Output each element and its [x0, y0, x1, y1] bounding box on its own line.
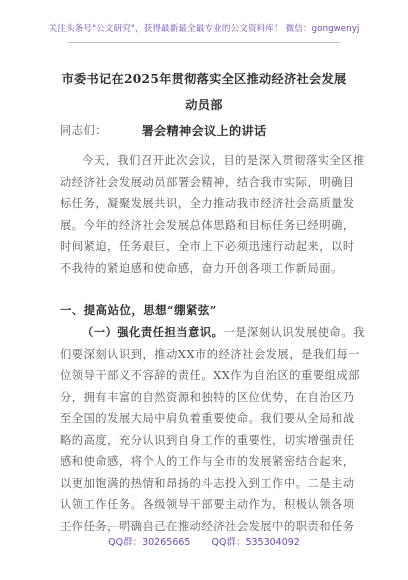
- sub-heading: （一）强化责任担当意识。: [82, 325, 224, 339]
- paragraph-line: 工作任务，明确自己在推动经济社会发展中的职责和任务: [60, 519, 355, 533]
- intro-paragraph: [60, 150, 365, 279]
- paragraph-first-line: [60, 322, 365, 344]
- paragraph-line: 以更加饱满的热情和昂扬的斗志投入到工作中。二是主动: [60, 476, 355, 490]
- paragraph-line: 们要深刻认识到，推动XX市的经济社会发展，是我们每一: [60, 347, 361, 361]
- title-line: 市委书记在2025年贯彻落实全区推动经济社会发展动员部: [61, 72, 347, 112]
- paragraph-line: 感和使命感，将个人的工作与全市的发展紧密结合起来，: [60, 455, 355, 468]
- paragraph-line: 不我待的紧迫感和使命感，奋力开创各项工作新局面。: [60, 261, 343, 275]
- footer-qq-group-2: QQ群：535304092: [211, 537, 300, 548]
- section-paragraph: [60, 322, 365, 537]
- paragraph-line: 标任务，凝聚发展共识，全力推动我市经济社会高质量发: [60, 197, 355, 210]
- paragraph-line: 时间紧迫，任务艰巨，全市上下必须迅速行动起来，以时: [60, 240, 355, 253]
- footer-divider: [60, 526, 350, 527]
- salutation: 同志们：: [60, 124, 108, 137]
- paragraph-line: 今天，我们召开此次会议，目的是深入贯彻落实全区推: [82, 154, 365, 167]
- paragraph-line: 认领工作任务。各级领导干部要主动作为，积极认领各项: [60, 498, 355, 511]
- paragraph-line: 动经济社会发展动员部署会精神，结合我市实际，明确目: [60, 175, 355, 189]
- footer-contact: [0, 534, 408, 548]
- sub-first-text: 一是深刻认识发展使命。我: [223, 326, 365, 339]
- paragraph-line: 展。今年的经济社会发展总体思路和目标任务已经明确，: [60, 218, 355, 232]
- paragraph-line: 位领导干部义不容辞的责任。XX作为自治区的重要组成部: [60, 369, 361, 382]
- header-banner: 关注头条号"公文研究"，获得最新最全最专业的公文资料库！ 微信：gongwenyj: [48, 24, 360, 34]
- section-heading: 一、提高站位，思想“绷紧弦”: [60, 303, 217, 317]
- title-line: 署会精神会议上的讲话: [141, 124, 267, 138]
- header-divider: [68, 42, 340, 43]
- paragraph-line: 分，拥有丰富的自然资源和独特的区位优势，在自治区乃: [60, 390, 355, 404]
- footer-qq-group-1: QQ群：30265665: [108, 537, 191, 548]
- paragraph-line: 略的高度，充分认识到自身工作的重要性，切实增强责任: [60, 433, 355, 447]
- paragraph-line: 至全国的发展大局中肩负着重要使命。我们要从全局和战: [60, 412, 355, 425]
